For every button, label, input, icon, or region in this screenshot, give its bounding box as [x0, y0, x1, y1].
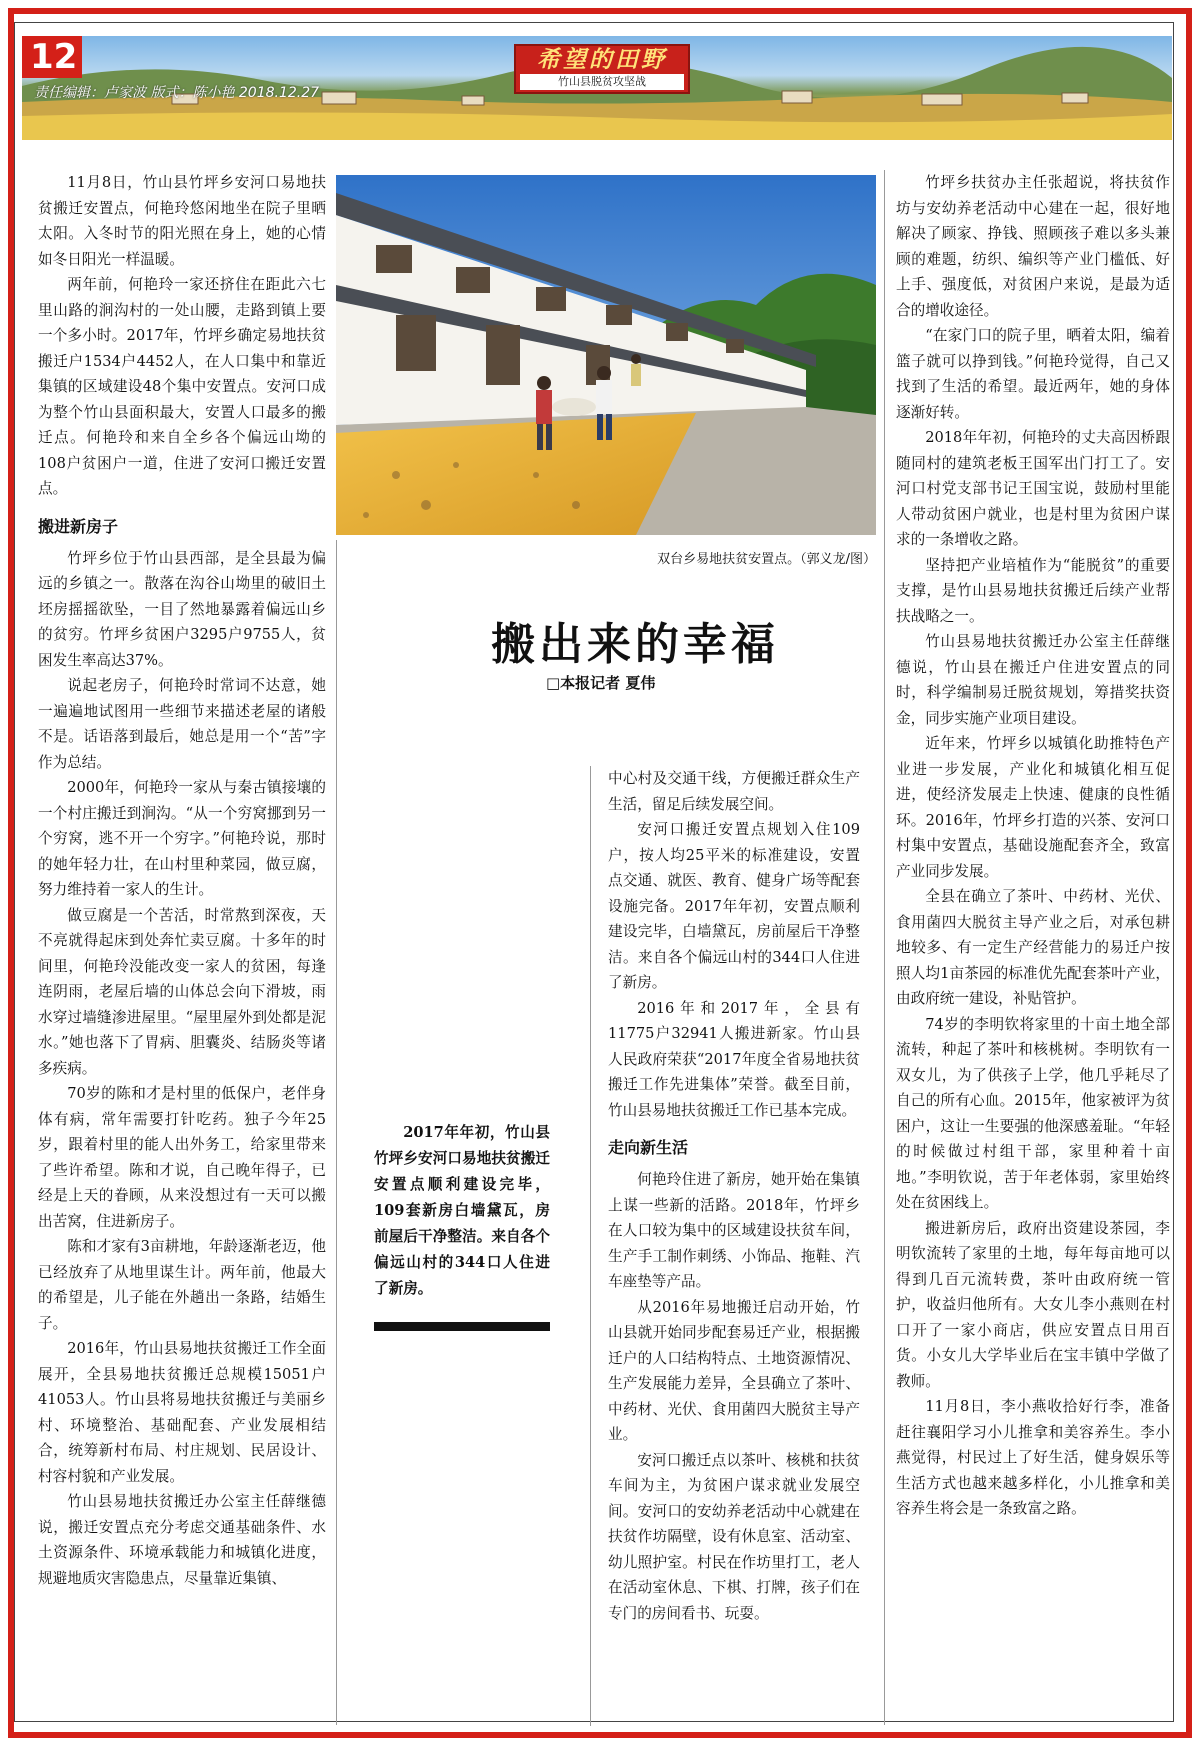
paragraph: “在家门口的院子里，晒着太阳，编着篮子就可以挣到钱。”何艳玲觉得，自己又找到了生活的希望。最近两年，她的身体逐渐好转。 — [896, 327, 1170, 421]
paragraph: 陈和才家有3亩耕地，年龄逐渐老迈，他已经放弃了从地里谋生计。两年前，他最大的希望是，儿子能在外趟出一条路，结婚生子。 — [38, 1238, 326, 1332]
column-divider-3 — [884, 170, 885, 1725]
paragraph: 搬进新房后，政府出资建设茶园，李明钦流转了家里的土地，每年每亩地可以得到几百元流转费，茶叶由政府统一管护，收益归他所有。大女儿李小燕则在村口开了一家小商店，供应安置点日用百货。小女儿大学毕业后在宝丰镇中学做了教师。 — [896, 1219, 1170, 1390]
article-photo — [336, 175, 876, 535]
paragraph: 从2016年易地搬迁启动开始，竹山县就开始同步配套易迁产业，根据搬迁户的人口结构特点、土地资源情况、生产发展能力差异，全县确立了茶叶、中药材、光伏、食用菌四大脱贫主导产业。 — [608, 1298, 860, 1443]
paragraph: 两年前，何艳玲一家还挤住在距此六七里山路的涧沟村的一处山腰，走路到镇上要一个多小时。2017年，竹坪乡确定易地扶贫搬迁户1534户4452人，在人口集中和靠近集镇的区域建设48个集中安置点。安河口成为整个竹山县面积最大，安置人口最多的搬迁点。何艳玲和来自全乡各个偏远山坳的108户贫困户一道，住进了安河口搬迁安置点。 — [38, 276, 326, 497]
paragraph: 竹山县易地扶贫搬迁办公室主任薛继德说，竹山县在搬迁户住进安置点的同时，科学编制易迁脱贫规划，筹措奖扶资金，同步实施产业项目建设。 — [896, 633, 1170, 727]
article-byline: □本报记者 夏伟 — [546, 674, 656, 692]
paragraph: 2000年，何艳玲一家从与秦古镇接壤的一个村庄搬迁到涧沟。“从一个穷窝挪到另一个穷窝，逃不开一个穷字。”何艳玲说，那时的她年轻力壮，在山村里种菜园，做豆腐，努力维持着一家人的生计。 — [38, 779, 326, 898]
column-divider-1 — [336, 540, 337, 1725]
paragraph: 中心村及交通干线，方便搬迁群众生产生活，留足后续发展空间。 — [608, 770, 860, 813]
paragraph: 70岁的陈和才是村里的低保户，老伴身体有病，常年需要打针吃药。独子今年25岁，跟着村里的能人出外务工，给家里带来了些许希望。陈和才说，自己晚年得子，已经是上天的眷顾，从来没想过有一天可以搬出苦窝，住进新房子。 — [38, 1085, 326, 1230]
article-title: 搬出来的幸福 — [491, 619, 779, 670]
paragraph: 说起老房子，何艳玲时常词不达意，她一遍遍地试图用一些细节来描述老屋的诸般不是。话语落到最后，她总是用一个“苦”字作为总结。 — [38, 677, 326, 771]
paragraph: 竹坪乡位于竹山县西部，是全县最为偏远的乡镇之一。散落在沟谷山坳里的破旧土坯房摇摇欲坠，一目了然地暴露着偏远山乡的贫穷。竹坪乡贫困户3295户9755人，贫困发生率高达37%。 — [38, 549, 326, 669]
pull-quote: 2017年年初，竹山县竹坪乡安河口易地扶贫搬迁安置点顺利建设完毕，109套新房白墙黛瓦，房前屋后干净整洁。来自各个偏远山村的344口人住进了新房。 — [374, 1124, 550, 1297]
column-divider-2 — [590, 766, 591, 1726]
article-column-3 — [608, 766, 860, 1626]
paragraph: 近年来，竹坪乡以城镇化助推特色产业进一步发展，产业化和城镇化相互促进，使经济发展走上快速、健康的良性循环。2016年，竹坪乡打造的兴茶、安河口村集中安置点，基础设施配套齐全，致富产业同步发展。 — [896, 735, 1170, 880]
article-column-4 — [896, 170, 1170, 1522]
paragraph: 全县在确立了茶叶、中药材、光伏、食用菌四大脱贫主导产业之后，对承包耕地较多、有一定生产经营能力的易迁户按照人均1亩茶园的标准优先配套茶叶产业，由政府统一建设，补贴管护。 — [896, 888, 1170, 1007]
photo-resettlement-housing — [336, 175, 876, 535]
section-heading: 走向新生活 — [608, 1138, 689, 1157]
paragraph: 安河口搬迁安置点规划入住109户，按人均25平米的标准建设，安置点交通、就医、教育、健身广场等配套设施完备。2017年年初，安置点顺利建设完毕，白墙黛瓦，房前屋后干净整洁。来自各个偏远山村的344口人住进了新房。 — [608, 821, 860, 991]
paragraph: 11月8日，竹山县竹坪乡安河口易地扶贫搬迁安置点，何艳玲悠闲地坐在院子里晒太阳。入冬时节的阳光照在身上，她的心情如冬日阳光一样温暖。 — [38, 174, 326, 268]
paragraph: 竹山县易地扶贫搬迁办公室主任薛继德说，搬迁安置点充分考虑交通基础条件、水土资源条件、环境承载能力和城镇化进度，规避地质灾害隐患点，尽量靠近集镇、 — [38, 1493, 326, 1587]
article-column-1 — [38, 170, 326, 1591]
paragraph: 2016年和2017年，全县有11775户32941人搬进新家。竹山县人民政府荣获“2017年度全省易地扶贫搬迁工作先进集体”荣誉。截至目前，竹山县易地扶贫搬迁工作已基本完成。 — [608, 999, 860, 1119]
paragraph: 竹坪乡扶贫办主任张超说，将扶贫作坊与安幼养老活动中心建在一起，很好地解决了顾家、挣钱、照顾孩子难以多头兼顾的难题，纺织、编织等产业门槛低、好上手、强度低，对贫困户来说，是最为适合的增收途径。 — [896, 174, 1170, 319]
paragraph: 做豆腐是一个苦活，时常熬到深夜，天不亮就得起床到处奔忙卖豆腐。十多年的时间里，何艳玲没能改变一家人的贫困，每逢连阴雨，老屋后墙的山体总会向下滑坡，雨水穿过墙缝渗进屋里。“屋里屋外到处都是泥水。”她也落下了胃病、胆囊炎、结肠炎等诸多疾病。 — [38, 906, 326, 1077]
section-heading: 搬进新房子 — [38, 516, 119, 536]
paragraph: 安河口搬迁点以茶叶、核桃和扶贫车间为主，为贫困户谋求就业发展空间。安河口的安幼养老活动中心就建在扶贫作坊隔壁，设有休息室、活动室、幼儿照护室。村民在作坊里打工，老人在活动室休息、下棋、打牌，孩子们在专门的房间看书、玩耍。 — [608, 1451, 860, 1622]
photo-caption: 双台乡易地扶贫安置点。（郭义龙/图） — [657, 552, 876, 567]
paragraph: 何艳玲住进了新房，她开始在集镇上谋一些新的活路。2018年，竹坪乡在人口较为集中的区域建设扶贫车间，生产手工制作刺绣、小饰品、拖鞋、汽车座垫等产品。 — [608, 1171, 860, 1290]
pull-quote-bar — [374, 1322, 550, 1331]
page-number: 12 — [22, 36, 82, 78]
section-subtitle: 竹山县脱贫攻坚战 — [520, 74, 684, 90]
paragraph: 2016年，竹山县易地扶贫搬迁工作全面展开，全县易地扶贫搬迁总规模15051户41053人。竹山县将易地扶贫搬迁与美丽乡村、环境整治、基础配套、产业发展相结合，统筹新村布局、村庄规划、民居设计、村容村貌和产业发展。 — [38, 1340, 326, 1485]
paragraph: 2018年年初，何艳玲的丈夫高因桥跟随同村的建筑老板王国军出门打工了。安河口村党支部书记王国宝说，鼓励村里能人带动贫困户就业，也是村里为贫困户谋求的一条增收之路。 — [896, 429, 1170, 548]
section-logo — [514, 44, 690, 94]
paragraph: 坚持把产业培植作为“能脱贫”的重要支撑，是竹山县易地扶贫搬迁后续产业帮扶战略之一。 — [896, 556, 1170, 625]
paragraph: 74岁的李明钦将家里的十亩土地全部流转，种起了茶叶和核桃树。李明钦有一双女儿，为了供孩子上学，他几乎耗尽了自己的所有心血。2015年，他家被评为贫困户，这让一生要强的他深感羞耻。“年轻的时候做过村组干部，家里种着十亩地。”李明钦说，苦于年老体弱，家里始终处在贫困线上。 — [896, 1015, 1170, 1211]
editor-credit: 责任编辑：卢家波 版式：陈小艳 2018.12.27 — [34, 85, 320, 101]
section-title: 希望的田野 — [537, 46, 667, 73]
paragraph: 11月8日，李小燕收拾好行李，准备赶往襄阳学习小儿推拿和美容养生。李小燕觉得，村民过上了好生活，健身娱乐等生活方式也越来越多样化，小儿推拿和美容养生将会是一条致富之路。 — [896, 1398, 1170, 1517]
